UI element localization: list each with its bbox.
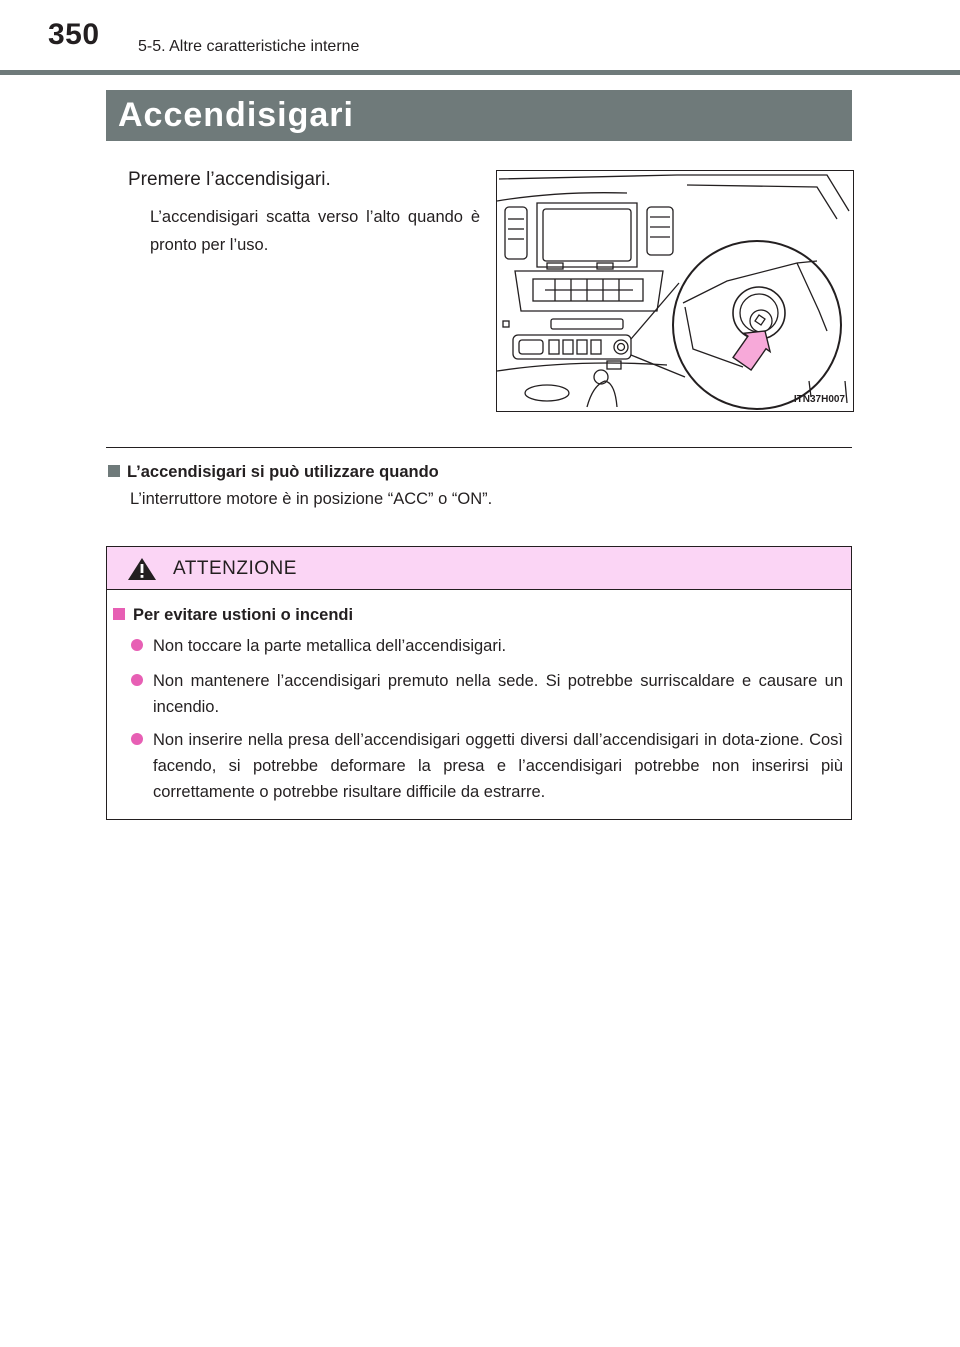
caution-title: ATTENZIONE	[173, 558, 297, 579]
caution-bullet	[131, 668, 843, 720]
dashboard-drawing	[497, 171, 853, 411]
square-bullet-icon	[113, 608, 125, 620]
step-note: L’accendisigari scatta verso l’alto quando è pronto per l’uso.	[150, 208, 480, 254]
page-number: 350	[48, 18, 100, 51]
title-bar	[106, 90, 852, 141]
caution-bullet	[131, 727, 843, 805]
cigarette-lighter-illustration	[496, 170, 854, 412]
condition-heading	[108, 463, 439, 482]
caution-bullet	[131, 633, 843, 659]
caution-subheading	[113, 606, 353, 625]
figure-code: ITN37H007	[793, 394, 845, 405]
caution-bullet-text: Non mantenere l’accendisigari premuto nella sede. Si potrebbe surriscaldare e causare un incendio.	[153, 672, 843, 716]
condition-text: L’interruttore motore è in posizione “ACC” o “ON”.	[130, 490, 493, 508]
section-divider	[106, 447, 852, 448]
circle-bullet-icon	[131, 733, 143, 745]
caution-header	[107, 547, 851, 590]
section-reference: 5-5. Altre caratteristiche interne	[138, 38, 360, 55]
caution-bullet-text: Non toccare la parte metallica dell’accendisigari.	[153, 637, 507, 655]
caution-bullet-text: Non inserire nella presa dell’accendisigari oggetti diversi dall’accendisigari in dota-zione. Così facendo, si potrebbe deformare la presa e l’accendisigari potrebbe non inserirsi più correttamente o potrebbe risultare difficile da estrarre.	[153, 731, 843, 801]
caution-box	[106, 546, 852, 820]
step-instruction: Premere l’accendisigari.	[128, 169, 331, 190]
circle-bullet-icon	[131, 639, 143, 651]
square-bullet-icon	[108, 465, 120, 477]
condition-heading-text: L’accendisigari si può utilizzare quando	[127, 463, 439, 481]
circle-bullet-icon	[131, 674, 143, 686]
page-title: Accendisigari	[118, 96, 354, 134]
caution-subheading-text: Per evitare ustioni o incendi	[133, 606, 354, 624]
warning-triangle-icon	[127, 557, 157, 581]
header-rule	[0, 70, 960, 75]
